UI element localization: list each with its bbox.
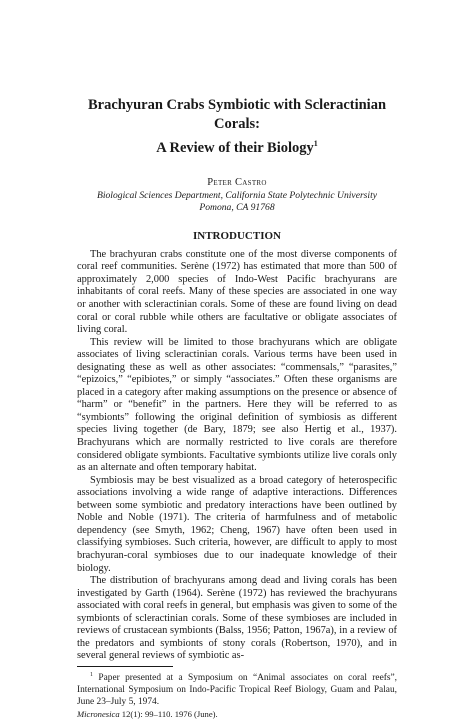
body-text: [77, 249, 397, 663]
title-line-1: Brachyuran Crabs Symbiotic with Scleractinian Corals:: [87, 97, 387, 132]
footnote-rule: [77, 666, 173, 667]
title-footnote-mark: 1: [313, 139, 318, 148]
affiliation-line-1: Biological Sciences Department, California State Polytechnic University: [96, 189, 378, 201]
paragraph-1: The brachyuran crabs constitute one of the most diverse components of coral reef communities. Serène (1972) has estimated that more than 500 of approximately 2,000 species of Indo-West Pacific brachyurans are inhabitants of coral reefs. Many of these species are associated in one way or another with scleractinian corals. Some of these are found living on dead coral or coral rubble while others are facultative or obligate associates of living coral.: [77, 248, 397, 336]
paper-title: [77, 96, 397, 158]
journal-issue: 12(1): 99–110. 1976 (June).: [121, 709, 218, 719]
section-heading: INTRODUCTION: [192, 229, 281, 242]
author-name: Peter Castro: [207, 176, 267, 188]
journal-name: Micronesica: [77, 709, 120, 719]
affiliation-line-2: Pomona, CA 91768: [199, 202, 275, 214]
journal-citation: [77, 709, 397, 719]
paragraph-4: The distribution of brachyurans among dead and living corals has been investigated by Garth (1964). Serène (1972) has reviewed the brachyurans associated with coral reefs in general, but emphasis was given to some of the symbionts of scleractinian corals. Some of these symbioses are included in reviews of crustacean symbionts (Balss, 1956; Patton, 1967a), in a review of the predators and symbionts of stony corals (Robertson, 1970), and in several general reviews of symbiotic as-: [77, 575, 397, 662]
footnote: [77, 670, 397, 709]
footnote-mark: 1: [90, 671, 93, 678]
paragraph-2: This review will be limited to those brachyurans which are obligate associates of living scleractinian corals. Various terms have been used in designating these as well as other associates: “commensals,” “parasites,” “epizoics,” “epibiotes,” or simply “associates.” Often these organisms are placed in a category after making assumptions on the presence or absence of “harm” or “benefit” in the partners. Here they will be referred to as “symbionts” following the original definition of symbiosis as different species living together (de Bary, 1879; see also Hertig et al., 1937). Brachyurans which are normally restricted to live corals are therefore considered obligate symbionts. Facultative symbionts utilize live corals only as an alternate and often temporary habitat.: [77, 336, 397, 474]
footnote-text: Paper presented at a Symposium on “Animal associates on coral reefs”, International Symposium on Indo-Pacific Tropical Reef Biology, Guam and Palau, June 23–July 5, 1974.: [77, 673, 398, 707]
paragraph-3: Symbiosis may be best visualized as a broad category of heterospecific associations involving a wide range of adaptive interactions. Differences between some symbiotic and predatory interactions have been outlined by Noble and Noble (1971). The criteria of harmfulness and of metabolic dependency (see Smyth, 1962; Cheng, 1967) have often been used in classifying symbioses. Such criteria, however, are difficult to apply to most brachyuran-coral symbioses due to our inadequate knowledge of their biology.: [77, 474, 397, 574]
title-line-2: A Review of their Biology: [156, 139, 314, 156]
author-affiliation: [77, 190, 397, 215]
